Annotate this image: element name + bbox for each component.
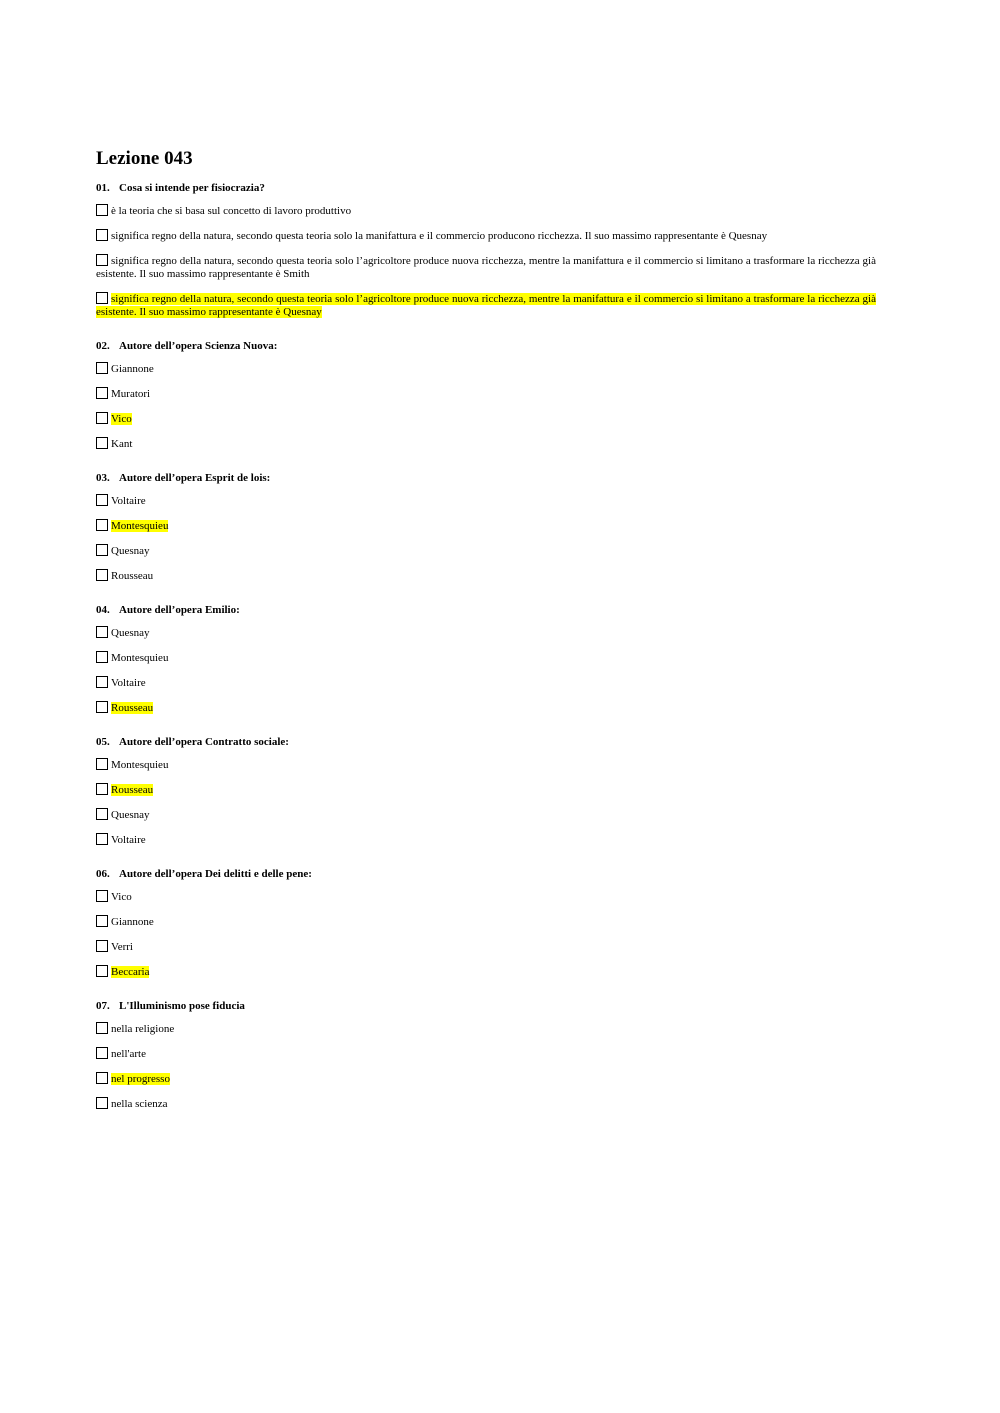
answer-checkbox[interactable] xyxy=(96,229,108,241)
question-heading xyxy=(96,602,876,618)
answer-option xyxy=(96,204,876,218)
answer-text-highlighted: Rousseau xyxy=(111,702,154,714)
answer-option xyxy=(96,808,876,822)
answer-checkbox[interactable] xyxy=(96,833,108,845)
answer-checkbox[interactable] xyxy=(96,544,108,556)
question-heading xyxy=(96,180,876,196)
question-text: Cosa si intende per fisiocrazia? xyxy=(119,182,265,194)
answer-checkbox[interactable] xyxy=(96,783,108,795)
question-heading xyxy=(96,470,876,486)
answer-checkbox[interactable] xyxy=(96,808,108,820)
question-05 xyxy=(96,734,876,847)
answer-option xyxy=(96,940,876,954)
answer-text: Voltaire xyxy=(111,677,146,689)
answer-checkbox[interactable] xyxy=(96,362,108,374)
answer-text: Verri xyxy=(111,941,133,953)
answer-option xyxy=(96,1097,876,1111)
answer-option xyxy=(96,519,876,533)
question-number: 02. xyxy=(96,340,110,352)
answer-option xyxy=(96,626,876,640)
answer-option xyxy=(96,1047,876,1061)
answer-checkbox[interactable] xyxy=(96,758,108,770)
answer-checkbox[interactable] xyxy=(96,1022,108,1034)
question-06 xyxy=(96,866,876,979)
answer-text: nella religione xyxy=(111,1023,175,1035)
answer-text: Quesnay xyxy=(111,545,150,557)
answer-text: Giannone xyxy=(111,916,154,928)
answer-checkbox[interactable] xyxy=(96,1097,108,1109)
question-text: Autore dell’opera Dei delitti e delle pene: xyxy=(119,868,312,880)
answer-option xyxy=(96,758,876,772)
answer-checkbox[interactable] xyxy=(96,204,108,216)
answer-option xyxy=(96,387,876,401)
question-list xyxy=(96,180,876,1111)
question-01 xyxy=(96,180,876,319)
answer-text: Muratori xyxy=(111,388,151,400)
answer-option xyxy=(96,915,876,929)
answer-text: nell'arte xyxy=(111,1048,146,1060)
answer-option xyxy=(96,890,876,904)
answer-text: nella scienza xyxy=(111,1098,168,1110)
question-number: 01. xyxy=(96,182,110,194)
answer-checkbox[interactable] xyxy=(96,940,108,952)
answer-text: significa regno della natura, secondo questa teoria solo la manifattura e il commercio producono ricchezza. Il suo massimo rappresentante è Quesnay xyxy=(111,230,768,242)
answer-text-highlighted: Vico xyxy=(111,413,132,425)
answer-text: Quesnay xyxy=(111,809,150,821)
answer-option xyxy=(96,833,876,847)
answer-option xyxy=(96,676,876,690)
answer-option xyxy=(96,1072,876,1086)
answer-text: Vico xyxy=(111,891,132,903)
question-text: L'Illuminismo pose fiducia xyxy=(119,1000,245,1012)
answer-checkbox[interactable] xyxy=(96,569,108,581)
answer-text: Giannone xyxy=(111,363,154,375)
question-text: Autore dell’opera Emilio: xyxy=(119,604,240,616)
answer-text-highlighted: Rousseau xyxy=(111,784,154,796)
question-heading xyxy=(96,338,876,354)
answer-option xyxy=(96,292,876,319)
question-07 xyxy=(96,998,876,1111)
answer-option xyxy=(96,651,876,665)
question-number: 06. xyxy=(96,868,110,880)
answer-option xyxy=(96,701,876,715)
answer-text: Rousseau xyxy=(111,570,154,582)
answer-text: Montesquieu xyxy=(111,759,169,771)
answer-text-highlighted: Beccaria xyxy=(111,966,150,978)
answer-text: Quesnay xyxy=(111,627,150,639)
question-heading xyxy=(96,734,876,750)
answer-checkbox[interactable] xyxy=(96,626,108,638)
question-text: Autore dell’opera Contratto sociale: xyxy=(119,736,289,748)
answer-checkbox[interactable] xyxy=(96,254,108,266)
answer-option xyxy=(96,254,876,281)
answer-text: Kant xyxy=(111,438,133,450)
question-number: 05. xyxy=(96,736,110,748)
question-04 xyxy=(96,602,876,715)
answer-option xyxy=(96,965,876,979)
question-number: 07. xyxy=(96,1000,110,1012)
answer-option xyxy=(96,437,876,451)
answer-option xyxy=(96,1022,876,1036)
answer-checkbox[interactable] xyxy=(96,387,108,399)
answer-checkbox[interactable] xyxy=(96,676,108,688)
answer-checkbox[interactable] xyxy=(96,1047,108,1059)
answer-option xyxy=(96,494,876,508)
answer-text-highlighted: nel progresso xyxy=(111,1073,170,1085)
answer-checkbox[interactable] xyxy=(96,965,108,977)
answer-text: Montesquieu xyxy=(111,652,169,664)
answer-checkbox[interactable] xyxy=(96,915,108,927)
question-03 xyxy=(96,470,876,583)
answer-option xyxy=(96,412,876,426)
answer-checkbox[interactable] xyxy=(96,292,108,304)
question-number: 03. xyxy=(96,472,110,484)
answer-text: Voltaire xyxy=(111,834,146,846)
answer-checkbox[interactable] xyxy=(96,890,108,902)
question-text: Autore dell’opera Esprit de lois: xyxy=(119,472,271,484)
answer-checkbox[interactable] xyxy=(96,519,108,531)
question-heading xyxy=(96,998,876,1014)
answer-checkbox[interactable] xyxy=(96,651,108,663)
answer-option xyxy=(96,362,876,376)
answer-checkbox[interactable] xyxy=(96,1072,108,1084)
answer-text: significa regno della natura, secondo questa teoria solo l’agricoltore produce nuova ricchezza, mentre la manifattura e il commercio si limitano a trasformare la ricchezza già esistente. Il suo massimo rappresentante è Smith xyxy=(96,255,876,280)
answer-checkbox[interactable] xyxy=(96,437,108,449)
answer-checkbox[interactable] xyxy=(96,701,108,713)
answer-option xyxy=(96,783,876,797)
answer-text-highlighted: significa regno della natura, secondo questa teoria solo l’agricoltore produce nuova ricchezza, mentre la manifattura e il commercio si limitano a trasformare la ricchezza già esistente. Il suo massimo rappresentante è Quesnay xyxy=(96,293,876,318)
question-text: Autore dell’opera Scienza Nuova: xyxy=(119,340,278,352)
answer-text-highlighted: Montesquieu xyxy=(111,520,169,532)
answer-checkbox[interactable] xyxy=(96,412,108,424)
lesson-title: Lezione 043 xyxy=(96,148,193,169)
answer-option xyxy=(96,569,876,583)
document-page xyxy=(96,146,876,1130)
question-02 xyxy=(96,338,876,451)
answer-option xyxy=(96,544,876,558)
answer-checkbox[interactable] xyxy=(96,494,108,506)
answer-option xyxy=(96,229,876,243)
answer-text: è la teoria che si basa sul concetto di lavoro produttivo xyxy=(111,205,352,217)
answer-text: Voltaire xyxy=(111,495,146,507)
question-number: 04. xyxy=(96,604,110,616)
question-heading xyxy=(96,866,876,882)
